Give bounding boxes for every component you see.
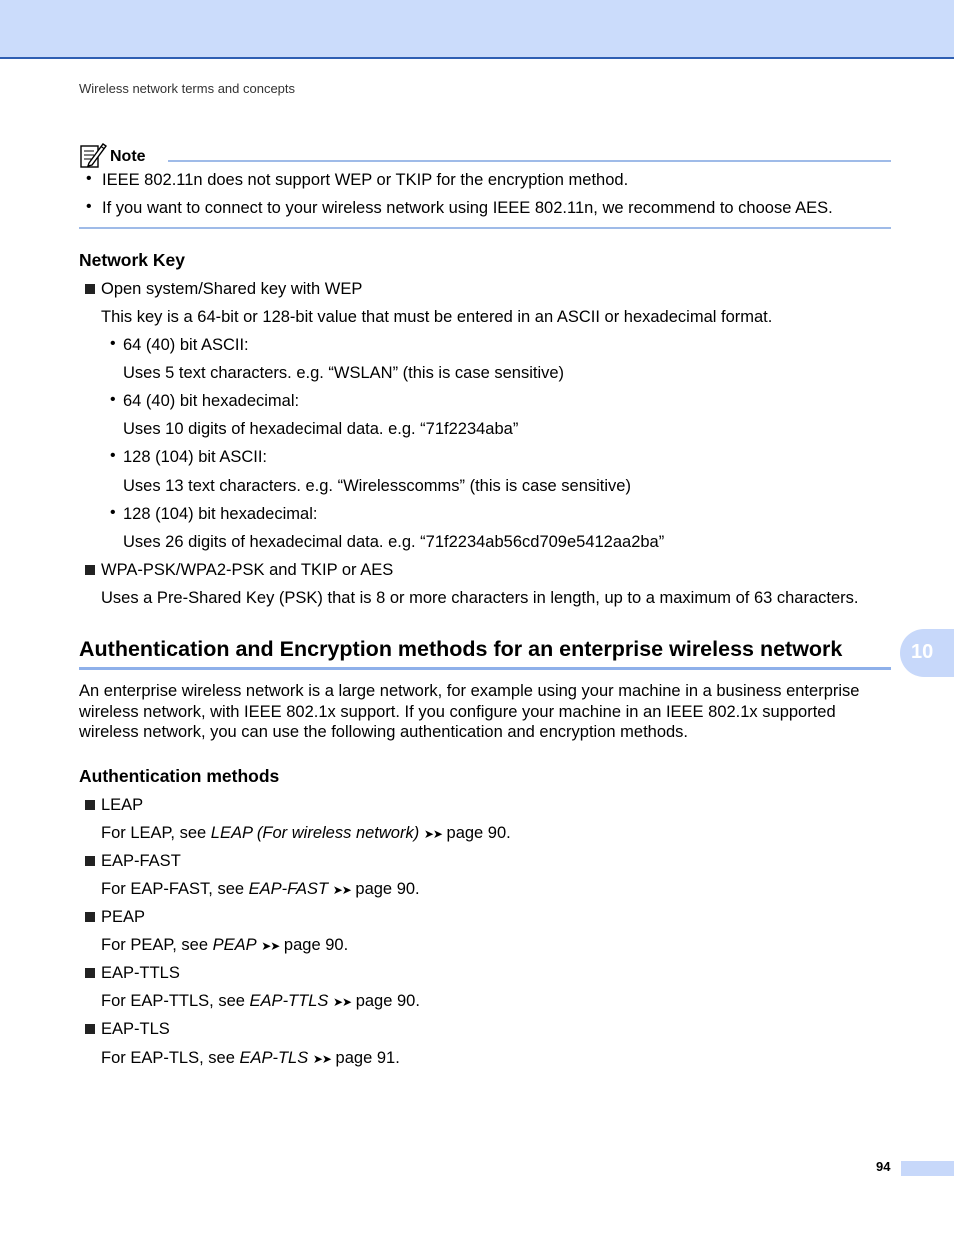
- note-bullet-2: •: [86, 198, 92, 215]
- page-number: 94: [876, 1159, 891, 1174]
- note-pencil-icon: [79, 141, 107, 169]
- wep-item-4-desc: Uses 26 digits of hexadecimal data. e.g. “71f2234ab56cd709e5412aa2ba”: [123, 533, 665, 551]
- wep-bullet-4: •: [110, 504, 116, 521]
- ref-link-eap-fast[interactable]: EAP-FAST: [248, 880, 329, 898]
- note-label: Note: [110, 148, 146, 165]
- ref-page: page 90.: [355, 880, 420, 898]
- square-bullet: [85, 968, 95, 978]
- double-arrow-icon: ➤➤: [423, 827, 442, 841]
- double-arrow-icon: ➤➤: [332, 883, 351, 897]
- auth-ref-peap: [101, 935, 348, 956]
- wep-title: Open system/Shared key with WEP: [101, 280, 363, 298]
- running-title: Wireless network terms and concepts: [79, 81, 296, 96]
- wep-bullet-2: •: [110, 391, 116, 408]
- ref-page: page 91.: [335, 1049, 400, 1067]
- square-bullet: [85, 912, 95, 922]
- ref-link-eap-ttls[interactable]: EAP-TTLS: [249, 992, 329, 1010]
- enterprise-paragraph: An enterprise wireless network is a large network, for example using your machine in a business enterprise wireless network, with IEEE 802.1x support. If you configure your machine in an IEEE 802.1x supported wireless network, you can use the following authentication and encryption methods.: [79, 682, 860, 741]
- auth-item-eap-fast: EAP-FAST: [101, 852, 181, 870]
- ref-prefix: For PEAP, see: [101, 936, 213, 954]
- ref-link-eap-tls[interactable]: EAP-TLS: [239, 1049, 309, 1067]
- ref-prefix: For EAP-TTLS, see: [101, 992, 250, 1010]
- square-bullet: [85, 1024, 95, 1034]
- note-bottom-rule: [79, 227, 891, 229]
- double-arrow-icon: ➤➤: [312, 1052, 331, 1066]
- auth-item-peap: PEAP: [101, 908, 146, 926]
- wep-description: This key is a 64-bit or 128-bit value that must be entered in an ASCII or hexadecimal format.: [101, 308, 773, 326]
- ref-page: page 90.: [283, 936, 349, 954]
- ref-prefix: For LEAP, see: [101, 824, 211, 842]
- chapter-number: 10: [911, 641, 934, 663]
- wpa-description: Uses a Pre-Shared Key (PSK) that is 8 or more characters in length, up to a maximum of 63 characters.: [101, 589, 859, 607]
- ref-link-peap[interactable]: PEAP: [212, 936, 257, 954]
- double-arrow-icon: ➤➤: [333, 995, 352, 1009]
- ref-link-leap[interactable]: LEAP (For wireless network): [210, 824, 420, 842]
- note-bullet-1: •: [86, 170, 92, 187]
- top-header-band: [0, 0, 954, 59]
- enterprise-heading: Authentication and Encryption methods for an enterprise wireless network: [79, 637, 843, 661]
- double-arrow-icon: ➤➤: [261, 939, 280, 953]
- auth-item-eap-tls: EAP-TLS: [101, 1020, 170, 1038]
- wep-bullet-3: •: [110, 447, 116, 464]
- ref-page: page 90.: [355, 992, 420, 1010]
- wep-item-3-label: 128 (104) bit ASCII:: [123, 448, 267, 466]
- wep-item-4-label: 128 (104) bit hexadecimal:: [123, 505, 318, 523]
- wep-item-1-label: 64 (40) bit ASCII:: [123, 336, 249, 354]
- auth-ref-eap-tls: [101, 1048, 400, 1069]
- note-item-1: IEEE 802.11n does not support WEP or TKIP for the encryption method.: [102, 171, 629, 189]
- enterprise-heading-rule: [79, 667, 891, 670]
- square-bullet: [85, 800, 95, 810]
- wpa-title: WPA-PSK/WPA2-PSK and TKIP or AES: [101, 561, 394, 579]
- ref-prefix: For EAP-FAST, see: [101, 880, 249, 898]
- note-item-2: If you want to connect to your wireless network using IEEE 802.11n, we recommend to choose AES.: [102, 199, 833, 217]
- auth-ref-eap-fast: [101, 879, 420, 900]
- square-bullet: [85, 565, 95, 575]
- wep-bullet-1: •: [110, 335, 116, 352]
- square-bullet: [85, 856, 95, 866]
- auth-ref-eap-ttls: [101, 991, 420, 1012]
- auth-methods-heading: Authentication methods: [79, 766, 280, 786]
- network-key-heading: Network Key: [79, 250, 186, 270]
- square-bullet: [85, 284, 95, 294]
- wep-item-2-desc: Uses 10 digits of hexadecimal data. e.g. “71f2234aba”: [123, 420, 519, 438]
- page-number-bar: [901, 1161, 954, 1176]
- ref-prefix: For EAP-TLS, see: [101, 1049, 240, 1067]
- wep-item-1-desc: Uses 5 text characters. e.g. “WSLAN” (this is case sensitive): [123, 364, 565, 382]
- ref-page: page 90.: [446, 824, 511, 842]
- auth-item-leap: LEAP: [101, 796, 144, 814]
- note-top-rule: [168, 160, 891, 162]
- auth-item-eap-ttls: EAP-TTLS: [101, 964, 180, 982]
- wep-item-2-label: 64 (40) bit hexadecimal:: [123, 392, 300, 410]
- wep-item-3-desc: Uses 13 text characters. e.g. “Wirelesscomms” (this is case sensitive): [123, 477, 631, 495]
- auth-ref-leap: [101, 823, 511, 844]
